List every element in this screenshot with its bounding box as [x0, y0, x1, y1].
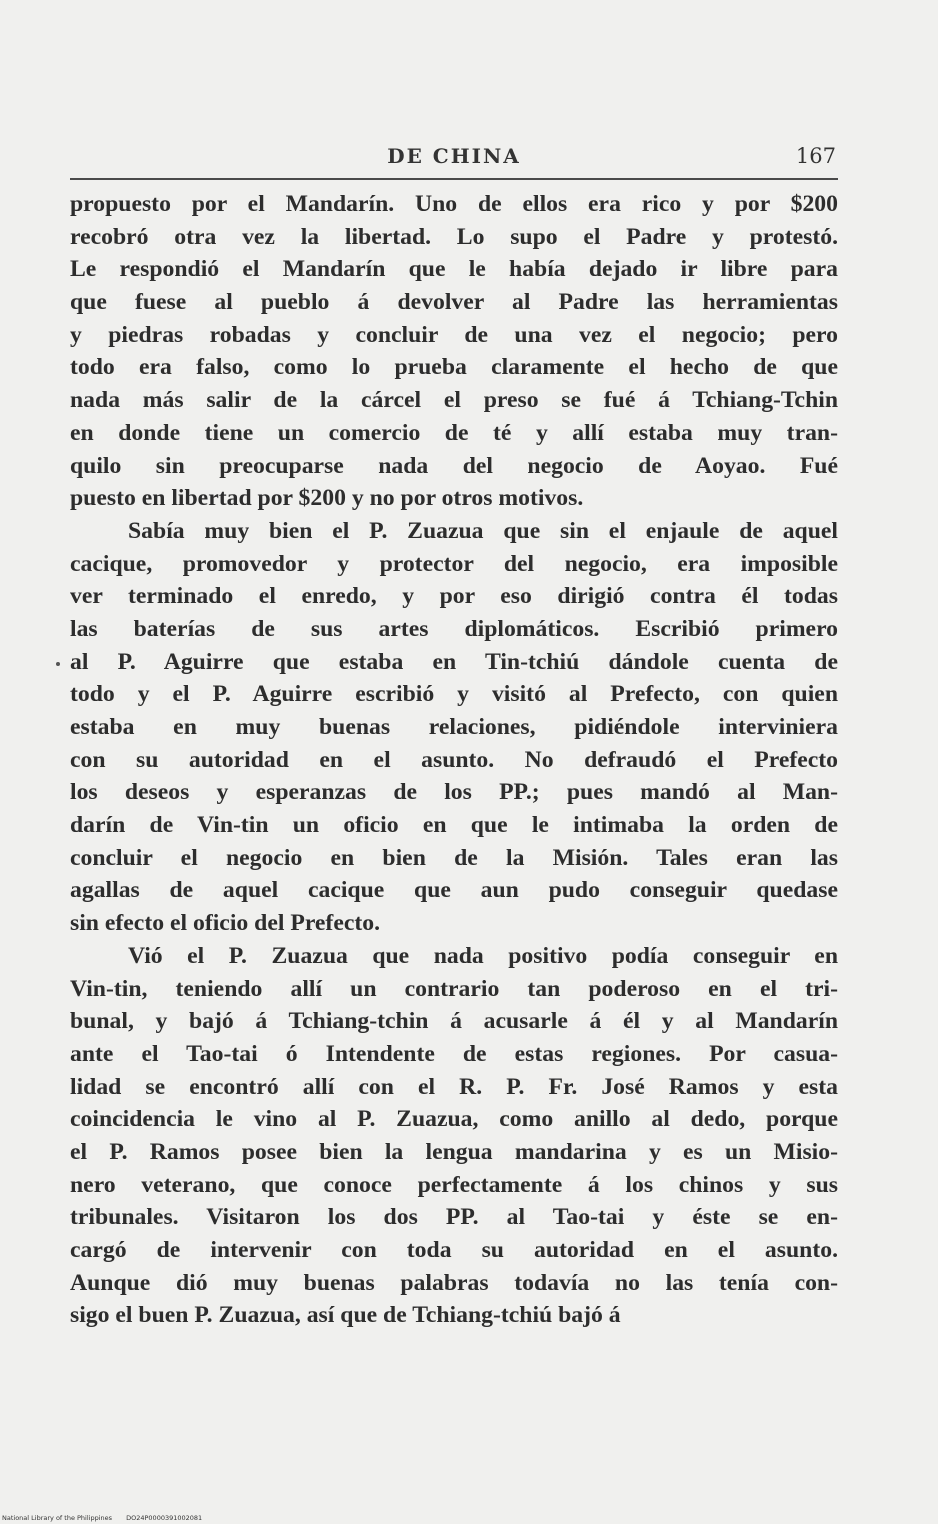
text-line: ver terminado el enredo, y por eso dirigió contra él todas [70, 583, 838, 610]
text-line: ante el Tao-tai ó Intendente de estas regiones. Por casua- [70, 1040, 838, 1067]
paragraph [70, 515, 838, 940]
text-line: concluir el negocio en bien de la Misión. Tales eran las [70, 844, 838, 871]
body-text [70, 188, 838, 1332]
text-line: lidad se encontró allí con el R. P. Fr. José Ramos y esta [70, 1073, 838, 1100]
text-line: en donde tiene un comercio de té y allí estaba muy tran- [70, 419, 838, 446]
text-line: tribunales. Visitaron los dos PP. al Tao-tai y éste se en- [70, 1204, 838, 1231]
text-line: el P. Ramos posee bien la lengua mandarina y es un Misio- [70, 1138, 838, 1165]
text-line: quilo sin preocuparse nada del negocio de Aoyao. Fué [70, 452, 838, 479]
text-line: Vin-tin, teniendo allí un contrario tan poderoso en el tri- [70, 975, 838, 1002]
paragraph [70, 940, 838, 1332]
text-line: los deseos y esperanzas de los PP.; pues mandó al Man- [70, 779, 838, 806]
text-line: cargó de intervenir con toda su autoridad en el asunto. [70, 1237, 838, 1263]
text-line: nero veterano, que conoce perfectamente á los chinos y sus [70, 1171, 838, 1198]
text-line: al P. Aguirre que estaba en Tin-tchiú dándole cuenta de [70, 648, 838, 675]
footer-identifier: DO24P0000391002081 [126, 1514, 203, 1522]
text-line: estaba en muy buenas relaciones, pidiéndole interviniera [70, 714, 838, 740]
text-line: Aunque dió muy buenas palabras todavía no las tenía con- [70, 1269, 838, 1296]
footer-library: National Library of the Philippines [2, 1514, 113, 1522]
text-line: cacique, promovedor y protector del negocio, era imposible [70, 550, 838, 577]
scan-footer [2, 1514, 214, 1522]
text-line: Sabía muy bien el P. Zuazua que sin el enjaule de aquel [128, 517, 838, 544]
text-line: coincidencia le vino al P. Zuazua, como anillo al dedo, porque [70, 1106, 838, 1133]
text-line: Le respondió el Mandarín que le había dejado ir libre para [70, 256, 838, 283]
text-line: sin efecto el oficio del Prefecto. [70, 910, 380, 937]
running-head [70, 144, 838, 176]
text-line: que fuese al pueblo á devolver al Padre las herramientas [70, 289, 838, 316]
text-line: darín de Vin-tin un oficio en que le intimaba la orden de [70, 812, 838, 839]
margin-mark [56, 662, 60, 666]
paragraph [70, 188, 838, 515]
text-line: con su autoridad en el asunto. No defraudó el Prefecto [70, 746, 838, 773]
text-line: bunal, y bajó á Tchiang-tchin á acusarle á él y al Mandarín [70, 1008, 838, 1035]
header-rule [70, 178, 838, 180]
running-title: DE CHINA [387, 144, 521, 168]
text-line: sigo el buen P. Zuazua, así que de Tchiang-tchiú bajó á [70, 1302, 621, 1329]
text-line: puesto en libertad por $200 y no por otros motivos. [70, 485, 584, 512]
text-line: todo y el P. Aguirre escribió y visitó al Prefecto, con quien [70, 681, 838, 708]
text-line: agallas de aquel cacique que aun pudo conseguir quedase [70, 877, 838, 904]
text-line: y piedras robadas y concluir de una vez el negocio; pero [70, 321, 838, 348]
text-line: Vió el P. Zuazua que nada positivo podía conseguir en [128, 942, 838, 969]
page-number: 167 [795, 144, 836, 168]
text-line: las baterías de sus artes diplomáticos. Escribió primero [70, 615, 838, 642]
text-line: propuesto por el Mandarín. Uno de ellos era rico y por $200 [70, 191, 838, 217]
text-line: todo era falso, como lo prueba claramente el hecho de que [70, 354, 838, 381]
text-line: recobró otra vez la libertad. Lo supo el Padre y protestó. [70, 223, 838, 250]
text-line: nada más salir de la cárcel el preso se fué á Tchiang-Tchin [70, 387, 838, 414]
